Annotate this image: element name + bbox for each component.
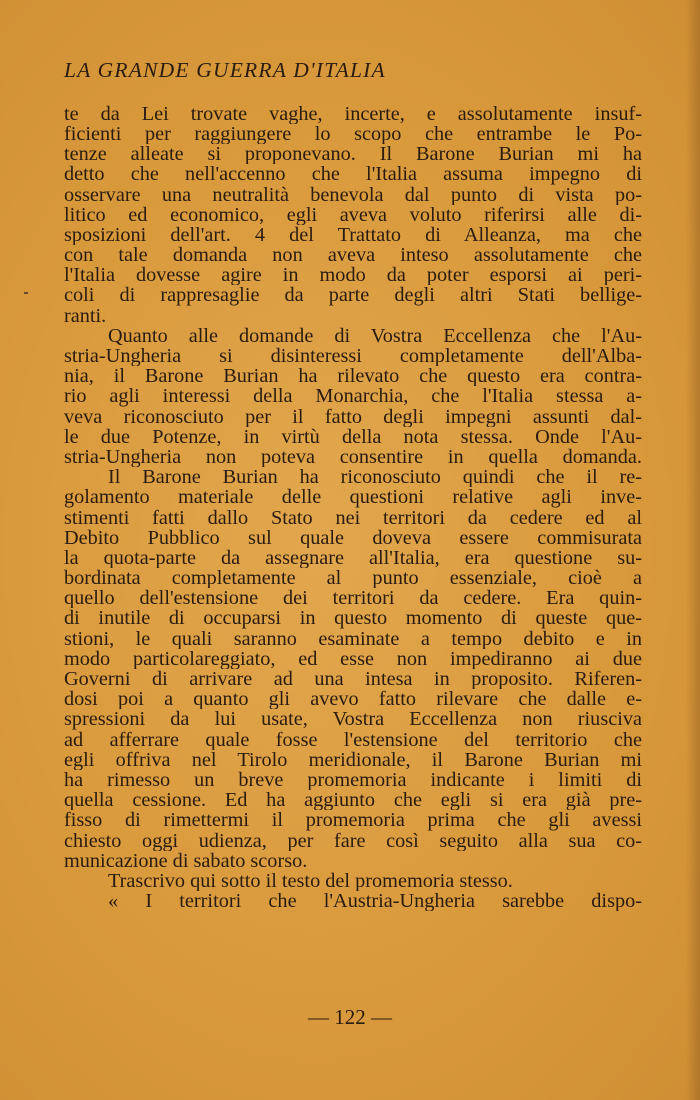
text-line: litico ed economico, egli aveva voluto riferirsi alle di- <box>64 204 642 225</box>
text-line: stimenti fatti dallo Stato nei territori da cedere ed al <box>64 507 642 528</box>
text-line: ranti. <box>64 305 107 326</box>
text-line: le due Potenze, in virtù della nota stessa. Onde l'Au- <box>64 426 642 447</box>
text-line: l'Italia dovesse agire in modo da poter esporsi ai peri- <box>64 265 642 286</box>
text-line: Governi di arrivare ad una intesa in proposito. Riferen- <box>64 669 642 690</box>
text-line: Trascrivo qui sotto il testo del promemoria stesso. <box>108 870 513 892</box>
text-line: sposizioni dell'art. 4 del Trattato di Alleanza, ma che <box>64 224 642 246</box>
text-line: coli di rappresaglie da parte degli altri Stati bellige- <box>64 285 642 306</box>
text-line: municazione di sabato scorso. <box>64 850 308 871</box>
text-line: Quanto alle domande di Vostra Eccellenza che l'Au- <box>108 325 642 347</box>
text-line: nia, il Barone Burian ha rilevato che questo era contra- <box>64 366 642 387</box>
text-line: « I territori che l'Austria-Ungheria sarebbe dispo- <box>108 891 642 912</box>
text-line: bordinata completamente al punto essenziale, cioè a <box>64 568 642 589</box>
text-line: Debito Pubblico sul quale doveva essere commisurata <box>64 527 642 548</box>
text-line: golamento materiale delle questioni relative agli inve- <box>64 487 642 508</box>
text-line: veva riconosciuto per il fatto degli impegni assunti dal- <box>64 406 642 427</box>
text-line: ha rimesso un breve promemoria indicante i limiti di <box>64 769 642 791</box>
text-line: te da Lei trovate vaghe, incerte, e assolutamente insuf- <box>64 103 642 124</box>
text-line: egli offriva nel Tirolo meridionale, il Barone Burian mi <box>64 749 642 770</box>
margin-mark <box>24 292 28 294</box>
running-head: LA GRANDE GUERRA D'ITALIA <box>64 58 386 82</box>
text-line: rio agli interessi della Monarchia, che l'Italia stessa a- <box>64 386 642 407</box>
text-line: quello dell'estensione dei territori da cedere. Era quin- <box>64 588 642 609</box>
text-line: Il Barone Burian ha riconosciuto quindi che il re- <box>108 467 642 488</box>
text-line: ad afferrare quale fosse l'estensione del territorio che <box>64 729 642 750</box>
text-line: chiesto oggi udienza, per fare così seguito alla sua co- <box>64 830 642 851</box>
text-line: dosi poi a quanto gli avevo fatto rilevare che dalle e- <box>64 689 642 710</box>
text-line: stria-Ungheria non poteva consentire in quella domanda. <box>64 446 642 468</box>
text-line: ficienti per raggiungere lo scopo che entrambe le Po- <box>64 123 642 145</box>
text-line: tenze alleate si proponevano. Il Barone Burian mi ha <box>64 144 642 165</box>
page-body <box>64 58 642 911</box>
text-line: quella cessione. Ed ha aggiunto che egli si era già pre- <box>64 790 642 811</box>
text-line: fisso di rimettermi il promemoria prima che gli avessi <box>64 810 642 831</box>
text-body <box>64 104 642 912</box>
text-line: di inutile di occuparsi in questo momento di queste que- <box>64 608 642 629</box>
text-line: osservare una neutralità benevola dal punto di vista po- <box>64 184 642 205</box>
text-line: con tale domanda non aveva inteso assolutamente che <box>64 245 642 266</box>
page-number: — 122 — <box>308 1005 392 1029</box>
text-line: spressioni da lui usate, Vostra Eccellenza non riusciva <box>64 709 642 730</box>
text-line: stioni, le quali saranno esaminate a tempo debito e in <box>64 628 642 649</box>
page-edge-shadow <box>686 0 700 1100</box>
text-line: modo particolareggiato, ed esse non impediranno ai due <box>64 648 642 670</box>
text-line: stria-Ungheria si disinteressi completamente dell'Alba- <box>64 346 642 367</box>
text-line: detto che nell'accenno che l'Italia assuma impegno di <box>64 164 642 185</box>
text-line: la quota-parte da assegnare all'Italia, era questione su- <box>64 547 642 569</box>
